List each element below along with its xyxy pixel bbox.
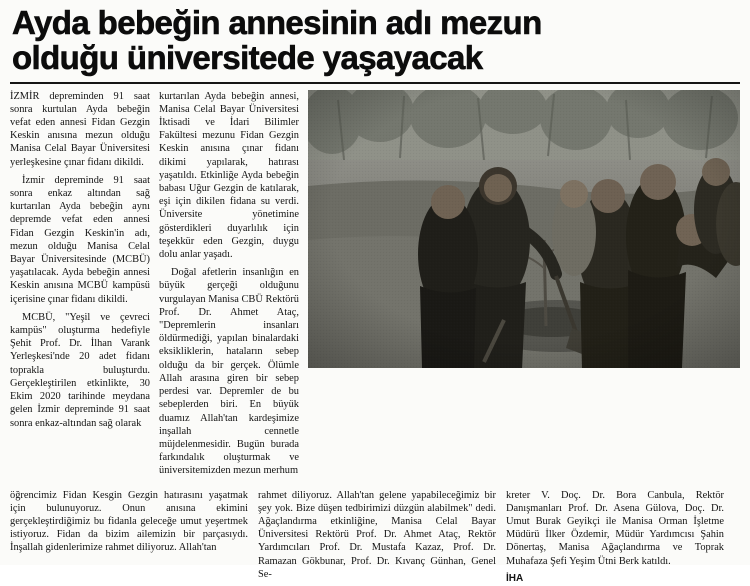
headline-line-1: Ayda bebeğin annesinin adı mezun <box>12 4 542 41</box>
lower-section <box>10 489 740 586</box>
news-photo-graphic <box>308 90 740 368</box>
paragraph: İzmir depreminde 91 saat sonra enkaz altından sağ kurtarılan Ayda bebeğin aynı depremde vefat eden annesi Fidan Gezgin Keskin'in adı, mezun olduğu Manisa Celal Bayar Üniversitesinde (MCBÜ) yaşatılacak. Ayda bebeğin annesi Keskin anısına MCBÜ kampüsü içerisine çınar fidanı dikildi. <box>10 174 150 305</box>
paragraph: İZMİR depreminden 91 saat sonra kurtulan Ayda bebeğin vefat eden annesi Fidan Gezgin Keskin anısına mezun olduğu Manisa Celal Bayar Üniversitesi yerleşkesine çınar fidanı dikildi. <box>10 90 150 168</box>
paragraph: kreter V. Doç. Dr. Bora Canbula, Rektör Danışmanları Prof. Dr. Asena Gülova, Doç. Dr. Umut Burak Geyikçi ile Manisa Orman İşletme Müdürü İlker Özdemir, Müdür Yardımcısı Şahin Dönertaş, Manisa Ağaçlandırma ve Toprak Muhafaza Şefi Yeşim Ütni Berk katıldı. <box>506 489 724 567</box>
headline-line-2: olduğu üniversitede yaşayacak <box>12 39 483 77</box>
news-agency-credit: İHA <box>506 572 524 584</box>
article-column-1 <box>10 90 150 435</box>
article-column-4 <box>258 489 496 586</box>
paragraph: öğrencimiz Fidan Kesgin Gezgin hatırasını yaşatmak için bulunuyoruz. Onun anısına ekimini gerçekleştirdiğimiz bu fidanla geleceğe umut yeşertmek istiyoruz. Fidan da bizim ailemizin bir parçasıydı. İnşallah gidenlerimize rahmet diliyoruz. Allah'tan <box>10 489 248 554</box>
upper-section <box>10 90 740 483</box>
headline-divider <box>10 82 740 84</box>
article-column-2 <box>159 90 299 483</box>
news-photo <box>308 90 740 368</box>
article-column-5 <box>506 489 724 586</box>
article-column-3 <box>10 489 248 586</box>
page-title <box>10 6 740 76</box>
paragraph: kurtarılan Ayda bebeğin annesi, Manisa Celal Bayar Üniversitesi İktisadi ve İdari Bilimler Fakültesi mezunu Fidan Gezgin Keskin anısına çınar fidanı dikimi yapılarak, hatırası yaşatıldı. Etkinliğe Ayda bebeğin babası Uğur Gezgin de katılarak, eşi için dikilen fidana su verdi. Üniversite yönetimine gösterdikleri duyarlılık için teşekkür eden Gezgin, duygu dolu anlar yaşadı. <box>159 90 299 261</box>
paragraph: MCBÜ, "Yeşil ve çevreci kampüs" oluşturma hedefiyle Şehit Prof. Dr. İlhan Varank Yerleşkesi'nde 20 adet fidanı toprakla buluşturdu. Gerçekleştirilen etkinlikte, 30 Ekim 2020 tarihinde meydana gelen İzmir depreminde 91 saat sonra enkaz-altından sağ olarak <box>10 311 150 429</box>
paragraph: Doğal afetlerin insanlığın en büyük gerçeği olduğunu vurgulayan Manisa CBÜ Rektörü Prof. Dr. Ahmet Ataç, "Depremlerin insanları öldürmediği, yapılan binalardaki eksikliklerin, hataların sebep olduğu da bir gerçek. Ölümle Allah arasına giren bir sebep perdesi var. Depremler de bu sebeplerden biri. En büyük duamız Allah'tan kardeşimize inşallah cennetle müjdelenmesidir. Bugün burada farkındalık oluşturmak ve üniversitemizden mezun merhum <box>159 267 299 477</box>
paragraph: rahmet diliyoruz. Allah'tan gelene yapabileceğimiz bir şey yok. Bize düşen tedbirimizi düzgün alabilmek" dedi. Ağaçlandırma etkinliğine, Manisa Celal Bayar Üniversitesi Rektörü Prof. Dr. Ahmet Ataç, Rektör Yardımcıları Prof. Dr. Mustafa Kazaz, Prof. Dr. Ramazan Gökbunar, Prof. Dr. Kıvanç Günhan, Genel Se- <box>258 489 496 580</box>
